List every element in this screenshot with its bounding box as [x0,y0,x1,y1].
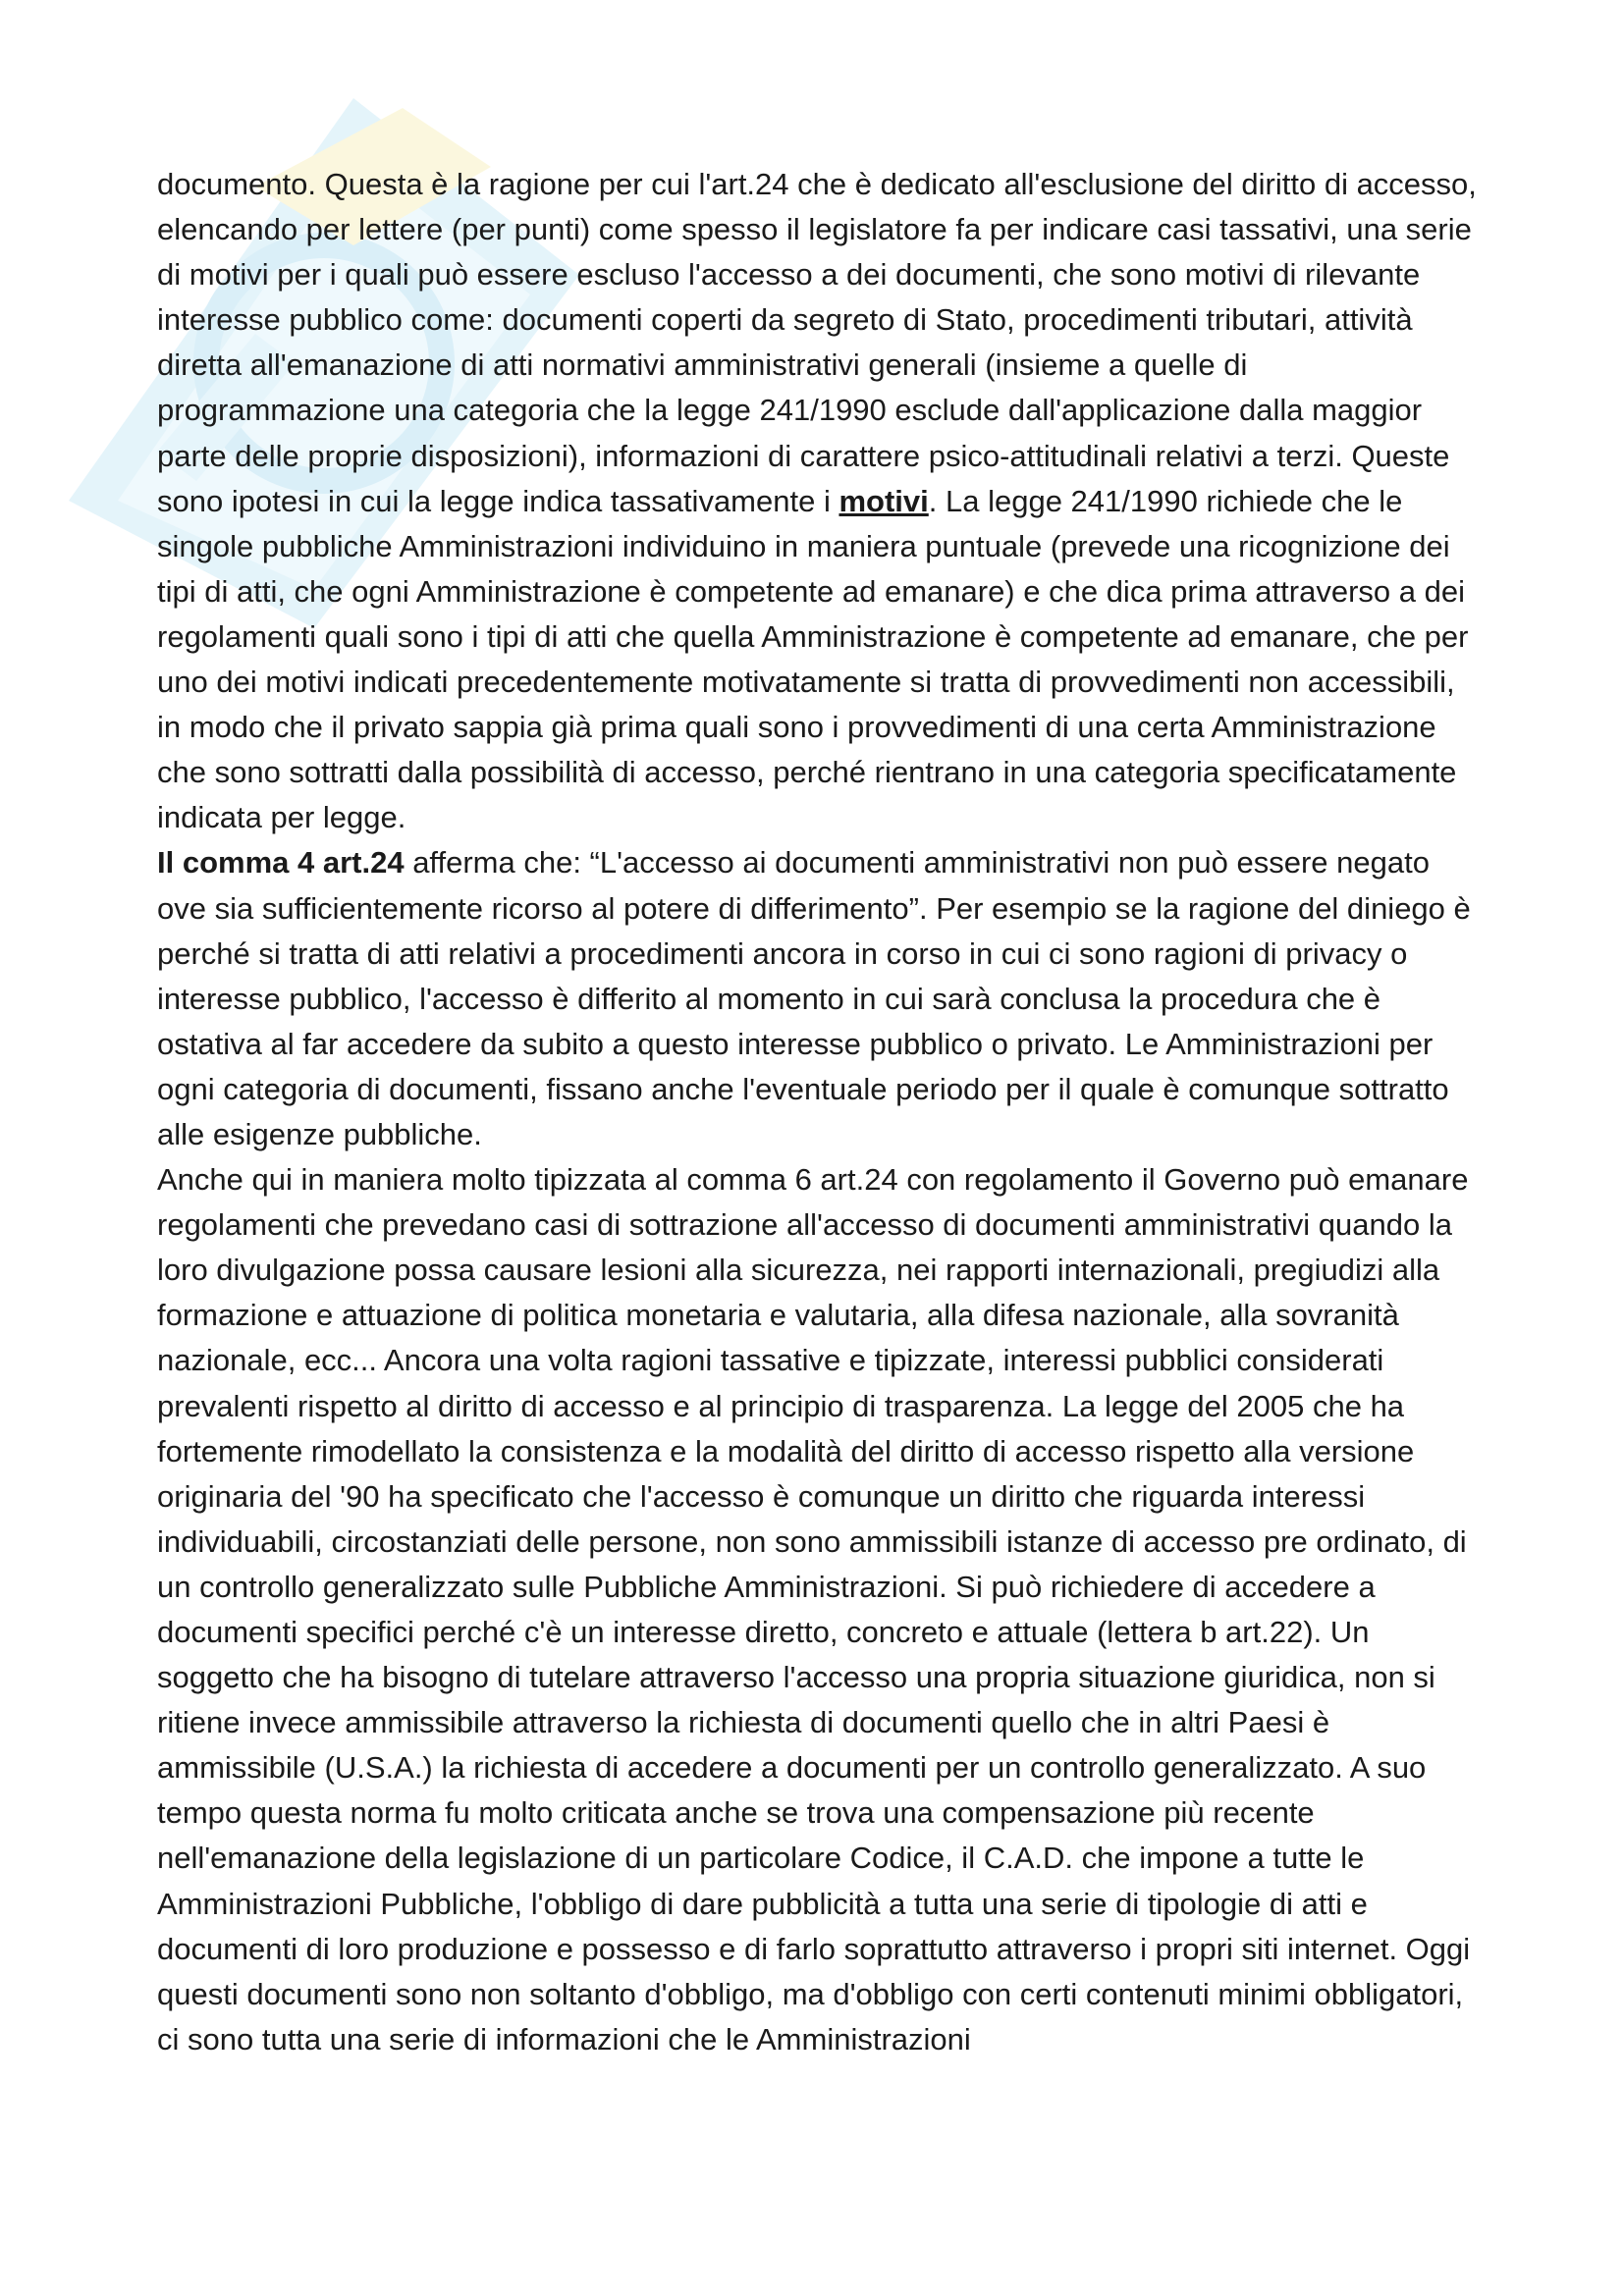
paragraph-3: Anche qui in maniera molto tipizzata al comma 6 art.24 con regolamento il Governo può emanare regolamenti che prevedano casi di sottrazione all'accesso di documenti amministrativi quando la loro divulgazione possa causare lesioni alla sicurezza, nei rapporti internazionali, pregiudizi alla formazione e attuazione di politica monetaria e valutaria, alla difesa nazionale, alla sovranità nazionale, ecc... Ancora una volta ragioni tassative e tipizzate, interessi pubblici considerati prevalenti rispetto al diritto di accesso e al principio di trasparenza. La legge del 2005 che ha fortemente rimodellato la consistenza e la modalità del diritto di accesso rispetto alla versione originaria del '90 ha specificato che l'accesso è comunque un diritto che riguarda interessi individuabili, circostanziati delle persone, non sono ammissibili istanze di accesso pre ordinato, di un controllo generalizzato sulle Pubbliche Amministrazioni. Si può richiedere di accedere a documenti specifici perché c'è un interesse diretto, concreto e attuale (lettera b art.22). Un soggetto che ha bisogno di tutelare attraverso l'accesso una propria situazione giuridica, non si ritiene invece ammissibile attraverso la richiesta di documenti quello che in altri Paesi è ammissibile (U.S.A.) la richiesta di accedere a documenti per un controllo generalizzato. A suo tempo questa norma fu molto criticata anche se trova una compensazione più recente nell'emanazione della legislazione di un particolare Codice, il C.A.D. che impone a tutte le Amministrazioni Pubbliche, l'obbligo di dare pubblicità a tutta una serie di tipologie di atti e documenti di loro produzione e possesso e di farlo soprattutto attraverso i propri siti internet. Oggi questi documenti sono non soltanto d'obbligo, ma d'obbligo con certi contenuti minimi obbligatori, ci sono tutta una serie di informazioni che le Amministrazioni [157,1162,1471,2056]
paragraph-1-text-a: documento. Questa è la ragione per cui l'art.24 che è dedicato all'esclusione del diritto di accesso, elencando per lettere (per punti) come spesso il legislatore fa per indicare casi tassativi, una serie di motivi per i quali può essere escluso l'accesso a dei documenti, che sono motivi di rilevante interesse pubblico come: documenti coperti da segreto di Stato, procedimenti tributari, attività diretta all'emanazione di atti normativi amministrativi generali (insieme a quelle di programmazione una categoria che la legge 241/1990 esclude dall'applicazione dalla maggior parte delle proprie disposizioni), informazioni di carattere psico-attitudinali relativi a terzi. Queste sono ipotesi in cui la legge indica tassativamente i [157,167,1477,518]
paragraph-1-text-b: . La legge 241/1990 richiede che le singole pubbliche Amministrazioni individuino in maniera puntuale (prevede una ricognizione dei tipi di atti, che ogni Amministrazione è competente ad emanare) e che dica prima attraverso a dei regolamenti quali sono i tipi di atti che quella Amministrazione è competente ad emanare, che per uno dei motivi indicati precedentemente motivatamente si tratta di provvedimenti non accessibili, in modo che il privato sappia già prima quali sono i provvedimenti di una certa Amministrazione che sono sottratti dalla possibilità di accesso, perché rientrano in una categoria specificatamente indicata per legge. [157,483,1469,835]
paragraph-2 [157,840,1478,1157]
emphasis-motivi: motivi [839,483,929,518]
paragraph-2-text: afferma che: “L'accesso ai documenti amministrativi non può essere negato ove sia sufficientemente ricorso al potere di differimento”. Per esempio se la ragione del diniego è perché si tratta di atti relativi a procedimenti ancora in corso in cui ci sono ragioni di privacy o interesse pubblico, l'accesso è differito al momento in cui sarà conclusa la procedura che è ostativa al far accedere da subito a questo interesse pubblico o privato. Le Amministrazioni per ogni categoria di documenti, fissano anche l'eventuale periodo per il quale è comunque sottratto alle esigenze pubbliche. [157,845,1471,1151]
paragraph-1 [157,162,1478,840]
paragraph-2-lead: Il comma 4 art.24 [157,845,405,881]
document-body [157,162,1478,2062]
